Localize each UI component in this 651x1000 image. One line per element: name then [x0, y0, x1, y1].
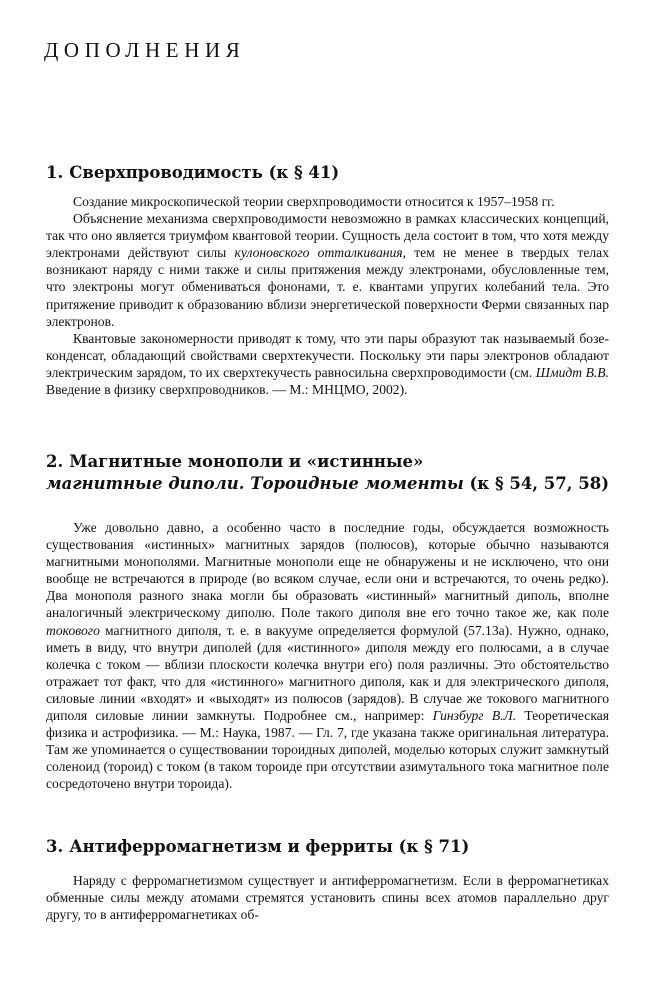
text-run: Квантовые закономерности приводят к тому, что эти пары образуют так называемый бозе-конденсат, обладающий свойствами сверхтекучести. Поскольку эти пары электронов обладают электрическим зарядом, то их сверхтекучесть равносильна сверхпроводимости (см.: [46, 330, 609, 380]
section-2-heading-line-1: Магнитные монополи и «истинные»: [69, 452, 424, 471]
section-3-heading: Антиферромагнетизм и ферриты: [69, 837, 393, 856]
section-3-title: [46, 836, 616, 858]
text-run: Теоретическая физика и астрофизика. — М.: Наука, 1987. — Гл. 7, где указана также оригинальная литература. Там же упоминается о существовании тороидных диполей, моделью которых служит замкнутый соленоид (тороид) с током (в таком тороиде при отсутствии азимутального тока магнитное поле сосредоточено внутри тороида).: [46, 708, 609, 792]
text-run: , тем не менее в твердых телах возникают наряду с ними также и силы притяжения между электронами, обусловленные тем, что электроны могут обмениваться фононами, т. е. квантами упругих колебаний тела. Это притяжение приводит к образованию вблизи энергетической поверхности Ферми связанных пар электронов.: [46, 245, 609, 329]
paragraph: [46, 193, 609, 210]
section-1-heading: Сверхпроводимость: [69, 163, 263, 182]
section-3-number: 3.: [46, 837, 64, 856]
section-2-title: [46, 451, 616, 495]
text-run: Наряду с ферромагнетизмом существует и антиферромагнетизм. Если в ферромагнетиках обменные силы между атомами стремятся установить спины всех атомов параллельно друг другу, то в антиферромагнетиках об-: [46, 873, 609, 923]
paragraph: [46, 519, 609, 793]
section-3-body: [46, 872, 609, 923]
italic-text: Гинзбург В.Л.: [432, 708, 517, 724]
text-run: Введение в физику сверхпроводников. — М.: МНЦМО, 2002).: [46, 382, 408, 398]
section-1-number: 1.: [46, 163, 64, 182]
running-head: ДОПОЛНЕНИЯ: [44, 38, 246, 62]
section-3-reference: (к § 71): [398, 837, 470, 856]
section-1-reference: (к § 41): [268, 163, 340, 182]
section-2-body: [46, 519, 609, 793]
section-1-body: [46, 193, 609, 398]
text-run: Создание микроскопической теории сверхпроводимости относится к 1957–1958 гг.: [73, 194, 555, 209]
text-run: Объяснение механизма сверхпроводимости невозможно в рамках классических концепций, так что оно является триумфом квантовой теории. Сущность дела состоит в том, что хотя между электронами действуют силы: [46, 211, 609, 261]
paragraph: [46, 330, 609, 398]
text-run: магнитного диполя, т. е. в вакууме определяется формулой (57.13а). Нужно, однако, иметь в виду, что внутри диполей (для «истинного» диполя между его полюсами, а в случае колечка с током — вблизи плоскости колечка внутри его) поля различны. Это обстоятельство отражает тот факт, что для «истинного» магнитного диполя, как и для электрического диполя, силовые линии «входят» и «выходят» из полюсов (зарядов). В случае же токового магнитного диполя силовые линии замкнуты. Подробнее см., например:: [46, 622, 609, 724]
italic-text: Шмидт В.В.: [535, 364, 609, 380]
paragraph: [46, 210, 609, 330]
italic-text: токового: [46, 622, 100, 638]
section-1-title: [46, 162, 616, 184]
section-2-reference: (к § 54, 57, 58): [469, 474, 610, 493]
section-2-heading-line-2: магнитные диполи. Тороидные моменты: [46, 474, 464, 493]
italic-text: кулоновского отталкивания: [234, 245, 403, 261]
section-2-number: 2.: [46, 452, 64, 471]
paragraph: [46, 872, 609, 923]
text-run: Уже довольно давно, а особенно часто в последние годы, обсуждается возможность существования «истинных» магнитных зарядов (полюсов), которые обычно называются магнитными монополями. Магнитные монополи еще не обнаружены и не исключено, что они вообще не встречаются в природе (во всяком случае, если они и встречаются, то очень редко). Два монополя разного знака могли бы образовать «истинный» магнитный диполь, вполне аналогичный электрическому диполю. Поле такого диполя вне его точно такое же, как поле: [46, 520, 609, 621]
